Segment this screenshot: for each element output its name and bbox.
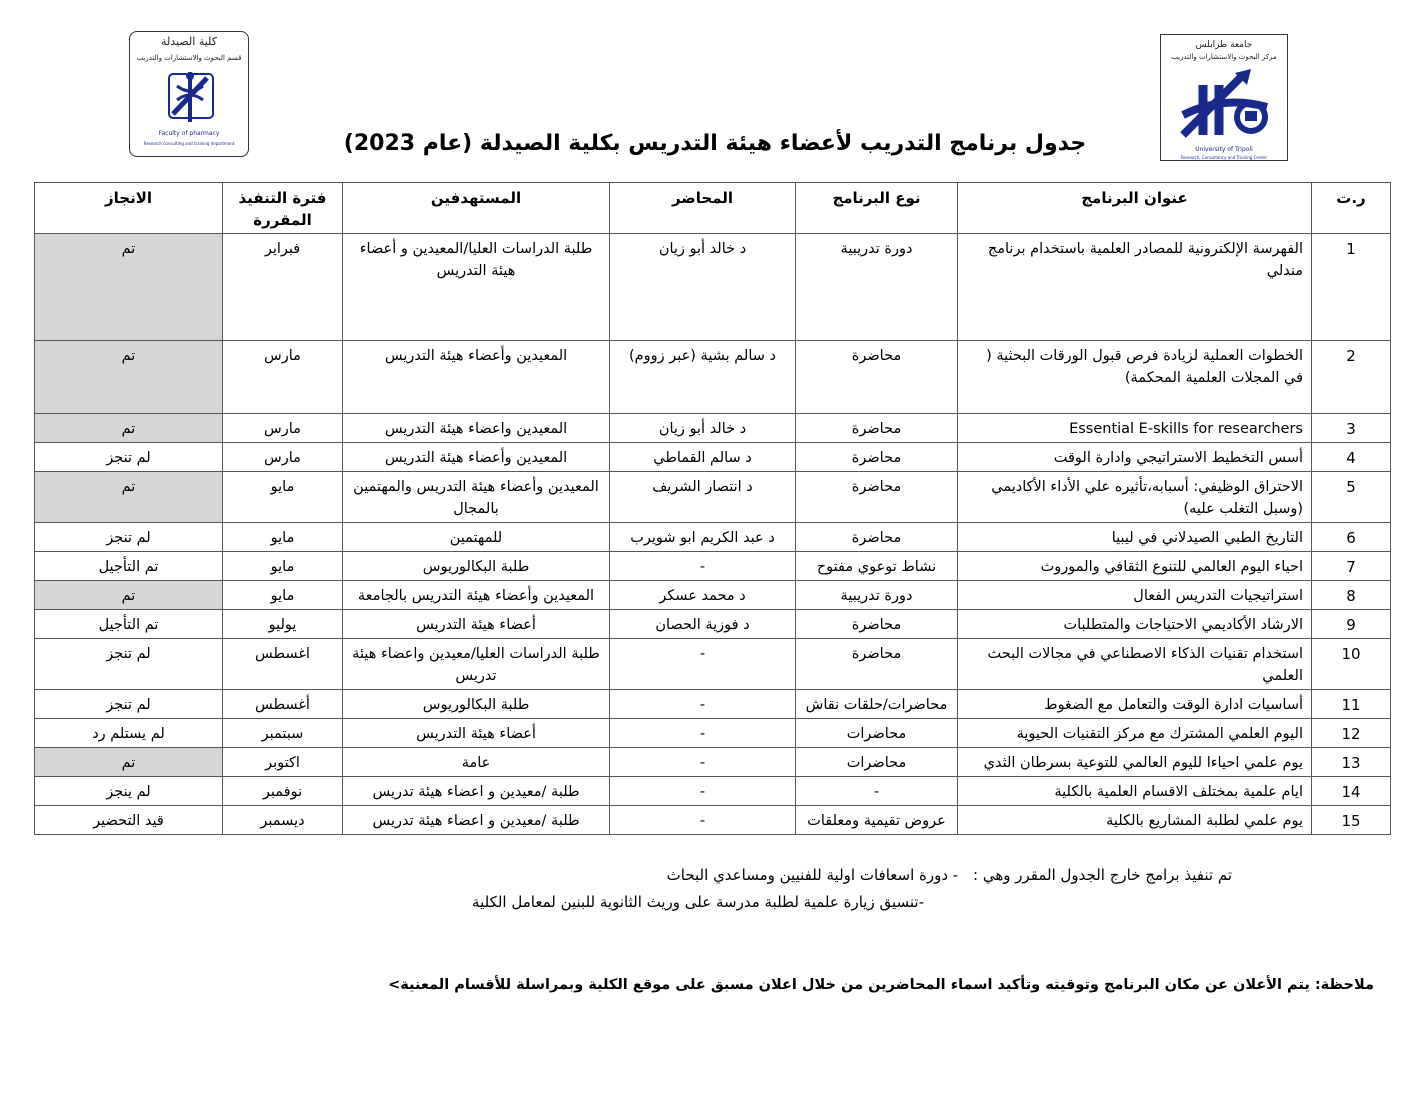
row-period: مارس bbox=[223, 341, 343, 414]
table-row bbox=[35, 610, 1391, 639]
row-num: 10 bbox=[1312, 639, 1391, 690]
row-period: اغسطس bbox=[223, 639, 343, 690]
row-status: لم تنجز bbox=[35, 443, 223, 472]
row-num: 5 bbox=[1312, 472, 1391, 523]
row-period: سبتمبر bbox=[223, 719, 343, 748]
row-title: ايام علمية بمختلف الاقسام العلمية بالكلية bbox=[958, 777, 1312, 806]
row-lecturer: - bbox=[610, 690, 796, 719]
row-title: يوم علمي احياءا لليوم العالمي للتوعية بسرطان الثدي bbox=[958, 748, 1312, 777]
row-type: محاضرة bbox=[796, 639, 958, 690]
row-audience: المعيدين وأعضاء هيئة التدريس bbox=[343, 341, 610, 414]
training-program-table bbox=[34, 182, 1391, 835]
row-status: تم bbox=[35, 748, 223, 777]
row-num: 6 bbox=[1312, 523, 1391, 552]
table-row bbox=[35, 523, 1391, 552]
row-num: 8 bbox=[1312, 581, 1391, 610]
row-audience: طلبة /معيدين و اعضاء هيئة تدريس bbox=[343, 806, 610, 835]
row-title: أسس التخطيط الاستراتيجي وادارة الوقت bbox=[958, 443, 1312, 472]
faculty-logo-en2: Research consulting and training department bbox=[143, 141, 235, 146]
row-period: مارس bbox=[223, 443, 343, 472]
row-title: التاريخ الطبي الصيدلاني في ليبيا bbox=[958, 523, 1312, 552]
row-status: لم تنجز bbox=[35, 690, 223, 719]
table-row bbox=[35, 443, 1391, 472]
caduceus-icon bbox=[163, 68, 217, 126]
table-header-row bbox=[35, 183, 1391, 234]
row-type: محاضرة bbox=[796, 523, 958, 552]
university-logo-subtitle: مركز البحوث والاستشارات والتدريب bbox=[1171, 53, 1277, 61]
row-audience: طلبة البكالوريوس bbox=[343, 690, 610, 719]
row-period: اكتوبر bbox=[223, 748, 343, 777]
header-title: عنوان البرنامج bbox=[958, 183, 1312, 234]
row-status: لم تنجز bbox=[35, 523, 223, 552]
row-status: تم التأجيل bbox=[35, 552, 223, 581]
row-title: الفهرسة الإلكترونية للمصادر العلمية باستخدام برنامج مندلي bbox=[958, 234, 1312, 341]
row-status: تم bbox=[35, 472, 223, 523]
row-audience: أعضاء هيئة التدريس bbox=[343, 610, 610, 639]
row-type: محاضرة bbox=[796, 472, 958, 523]
row-status: لم تنجز bbox=[35, 639, 223, 690]
row-num: 7 bbox=[1312, 552, 1391, 581]
header-period: فترة التنفيذ المقررة bbox=[223, 183, 343, 234]
row-audience: المعيدين واعضاء هيئة التدريس bbox=[343, 414, 610, 443]
table-row bbox=[35, 234, 1391, 341]
row-status: قيد التحضير bbox=[35, 806, 223, 835]
row-period: مايو bbox=[223, 581, 343, 610]
row-type: نشاط توعوي مفتوح bbox=[796, 552, 958, 581]
row-audience: طلبة الدراسات العليا/معيدين واعضاء هيئة تدريس bbox=[343, 639, 610, 690]
university-logo-en1: University of Tripoli bbox=[1195, 146, 1253, 153]
row-period: فبراير bbox=[223, 234, 343, 341]
outside-programs-line1 bbox=[667, 866, 1232, 884]
faculty-logo-title: كلية الصيدلة bbox=[161, 35, 217, 48]
row-title: يوم علمي لطلبة المشاريع بالكلية bbox=[958, 806, 1312, 835]
row-status: لم ينجز bbox=[35, 777, 223, 806]
row-status: تم bbox=[35, 341, 223, 414]
row-period: يوليو bbox=[223, 610, 343, 639]
row-title: الاحتراق الوظيفي: أسبابه،تأثيره علي الأداء الأكاديمي (وسبل التغلب عليه) bbox=[958, 472, 1312, 523]
row-num: 4 bbox=[1312, 443, 1391, 472]
row-type: محاضرات bbox=[796, 719, 958, 748]
row-period: مايو bbox=[223, 472, 343, 523]
university-logo bbox=[1160, 34, 1288, 161]
row-lecturer: د خالد أبو زيان bbox=[610, 234, 796, 341]
row-type: محاضرة bbox=[796, 610, 958, 639]
table-row bbox=[35, 552, 1391, 581]
header-status: الانجاز bbox=[35, 183, 223, 234]
table-row bbox=[35, 639, 1391, 690]
row-type: محاضرات bbox=[796, 748, 958, 777]
row-lecturer: د انتصار الشريف bbox=[610, 472, 796, 523]
outside-program-item2: -تنسيق زيارة علمية لطلبة مدرسة على وريث الثانوية للبنين لمعامل الكلية bbox=[472, 893, 924, 911]
row-period: أغسطس bbox=[223, 690, 343, 719]
faculty-logo-en1: Faculty of pharmacy bbox=[158, 130, 220, 137]
row-lecturer: - bbox=[610, 552, 796, 581]
row-lecturer: د عبد الكريم ابو شويرب bbox=[610, 523, 796, 552]
row-status: تم bbox=[35, 234, 223, 341]
row-lecturer: - bbox=[610, 748, 796, 777]
row-status: تم التأجيل bbox=[35, 610, 223, 639]
header-type: نوع البرنامج bbox=[796, 183, 958, 234]
row-audience: طلبة الدراسات العليا/المعيدين و أعضاء هيئة التدريس bbox=[343, 234, 610, 341]
row-audience: عامة bbox=[343, 748, 610, 777]
row-type: محاضرات/حلقات نقاش bbox=[796, 690, 958, 719]
header-audience: المستهدفين bbox=[343, 183, 610, 234]
row-num: 13 bbox=[1312, 748, 1391, 777]
table-row bbox=[35, 581, 1391, 610]
faculty-logo bbox=[129, 31, 249, 157]
table-row bbox=[35, 806, 1391, 835]
page-title: جدول برنامج التدريب لأعضاء هيئة التدريس بكلية الصيدلة (عام 2023) bbox=[343, 131, 1087, 156]
row-lecturer: د خالد أبو زيان bbox=[610, 414, 796, 443]
row-type: عروض تقيمية ومعلقات bbox=[796, 806, 958, 835]
row-audience: أعضاء هيئة التدريس bbox=[343, 719, 610, 748]
row-audience: طلبة البكالوريوس bbox=[343, 552, 610, 581]
outside-programs-intro: تم تنفيذ برامج خارج الجدول المقرر وهي : bbox=[973, 866, 1232, 884]
table-row bbox=[35, 777, 1391, 806]
row-audience: طلبة /معيدين و اعضاء هيئة تدريس bbox=[343, 777, 610, 806]
header-num: ر.ت bbox=[1312, 183, 1391, 234]
row-lecturer: - bbox=[610, 777, 796, 806]
row-title: الارشاد الأكاديمي الاحتياجات والمتطلبات bbox=[958, 610, 1312, 639]
row-lecturer: - bbox=[610, 639, 796, 690]
row-lecturer: د فوزية الحصان bbox=[610, 610, 796, 639]
row-num: 1 bbox=[1312, 234, 1391, 341]
row-title: استراتيجيات التدريس الفعال bbox=[958, 581, 1312, 610]
row-type: - bbox=[796, 777, 958, 806]
table-row bbox=[35, 472, 1391, 523]
row-title-text: Essential E-skills for researchers bbox=[1069, 421, 1303, 437]
row-num: 14 bbox=[1312, 777, 1391, 806]
row-period: مارس bbox=[223, 414, 343, 443]
faculty-logo-subtitle: قسم البحوث والاستشارات والتدريب bbox=[136, 54, 242, 62]
row-lecturer: د محمد عسكر bbox=[610, 581, 796, 610]
row-audience: المعيدين وأعضاء هيئة التدريس bbox=[343, 443, 610, 472]
row-audience: المعيدين وأعضاء هيئة التدريس بالجامعة bbox=[343, 581, 610, 610]
row-status: تم bbox=[35, 581, 223, 610]
row-audience: المعيدين وأعضاء هيئة التدريس والمهتمين بالمجال bbox=[343, 472, 610, 523]
research-center-emblem-icon bbox=[1173, 65, 1277, 143]
table-row bbox=[35, 719, 1391, 748]
row-period: نوفمبر bbox=[223, 777, 343, 806]
table-row bbox=[35, 414, 1391, 443]
row-title: أساسيات ادارة الوقت والتعامل مع الضغوط bbox=[958, 690, 1312, 719]
header-lecturer: المحاضر bbox=[610, 183, 796, 234]
row-num: 12 bbox=[1312, 719, 1391, 748]
row-type: محاضرة bbox=[796, 341, 958, 414]
university-logo-title: جامعة طرابلس bbox=[1195, 40, 1253, 50]
university-logo-en2: Research, Consultancy and Training Center bbox=[1180, 155, 1268, 160]
row-title bbox=[958, 414, 1312, 443]
row-title: اليوم العلمي المشترك مع مركز التقنيات الحيوية bbox=[958, 719, 1312, 748]
table-row bbox=[35, 748, 1391, 777]
row-type: دورة تدريبية bbox=[796, 234, 958, 341]
row-num: 11 bbox=[1312, 690, 1391, 719]
row-period: مايو bbox=[223, 552, 343, 581]
footer-note: ملاحظة: يتم الأعلان عن مكان البرنامج وتوقيته وتأكيد اسماء المحاضرين من خلال اعلان مسبق على موقع الكلية وبمراسلة للأقسام المعنية> bbox=[388, 977, 1374, 993]
table-row bbox=[35, 690, 1391, 719]
row-type: دورة تدريبية bbox=[796, 581, 958, 610]
row-title: استخدام تقنيات الذكاء الاصطناعي في مجالات البحث العلمي bbox=[958, 639, 1312, 690]
row-lecturer: - bbox=[610, 719, 796, 748]
row-title: احياء اليوم العالمي للتنوع الثقافي والموروث bbox=[958, 552, 1312, 581]
row-status: لم يستلم رد bbox=[35, 719, 223, 748]
row-lecturer: د سالم القماطي bbox=[610, 443, 796, 472]
row-period: مايو bbox=[223, 523, 343, 552]
row-num: 15 bbox=[1312, 806, 1391, 835]
row-type: محاضرة bbox=[796, 414, 958, 443]
row-num: 2 bbox=[1312, 341, 1391, 414]
outside-program-item1: - دورة اسعافات اولية للفنيين ومساعدي البحاث bbox=[666, 866, 959, 884]
row-num: 3 bbox=[1312, 414, 1391, 443]
row-title: الخطوات العملية لزيادة فرص قبول الورقات البحثية ( في المجلات العلمية المحكمة) bbox=[958, 341, 1312, 414]
row-type: محاضرة bbox=[796, 443, 958, 472]
row-num: 9 bbox=[1312, 610, 1391, 639]
row-audience: للمهتمين bbox=[343, 523, 610, 552]
table-row bbox=[35, 341, 1391, 414]
row-status: تم bbox=[35, 414, 223, 443]
row-period: ديسمبر bbox=[223, 806, 343, 835]
row-lecturer: د سالم بشية (عبر زووم) bbox=[610, 341, 796, 414]
row-lecturer: - bbox=[610, 806, 796, 835]
